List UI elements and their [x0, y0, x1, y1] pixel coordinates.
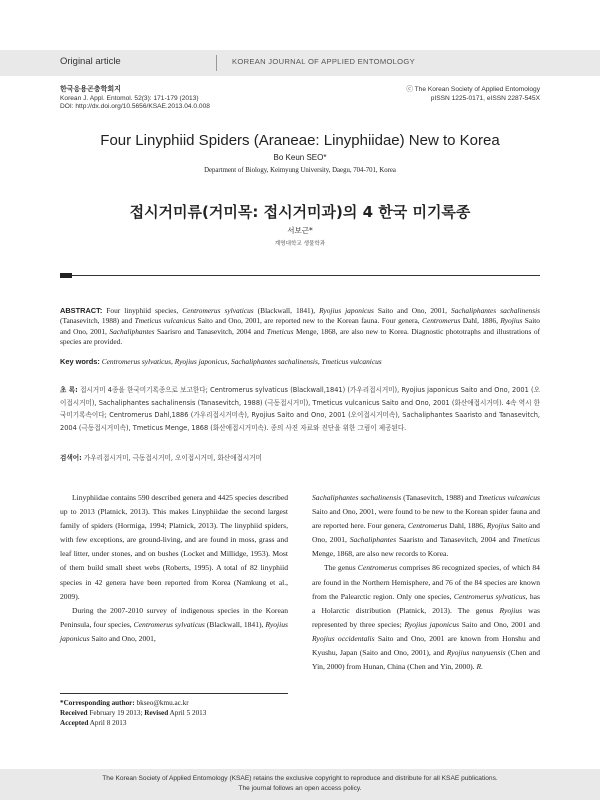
- abstract-text: Menge, 1868, are also new to Korea. Diagnostic phototraphs and illustrations of species are provided.: [60, 326, 540, 347]
- abstract-text: (Blackwall, 1841),: [253, 306, 320, 315]
- body-text: (Tanasevitch, 1988) and: [401, 493, 479, 502]
- body-text: Saaristo and Tanasevitch, 2004 and: [396, 535, 513, 545]
- citation-block: [60, 86, 210, 112]
- paragraph: [312, 561, 540, 674]
- footer-access-policy: The journal follows an open access policy.: [238, 785, 362, 792]
- section-divider: [60, 275, 540, 276]
- journal-name: KOREAN JOURNAL OF APPLIED ENTOMOLOGY: [232, 57, 415, 66]
- body-column-left: [60, 491, 288, 646]
- body-text: The genus: [324, 563, 358, 573]
- body-text: was represented by three species;: [312, 605, 540, 629]
- korean-abstract-label: 초 록:: [60, 386, 78, 394]
- body-text: Saito and Ono, 2001 are known from Honshu and Kyushu, Japan (Saito and Ono, 2001), and: [312, 633, 541, 658]
- body-text: Saito and Ono, 2001,: [89, 633, 156, 643]
- divider-block: [60, 273, 72, 278]
- footnote-label: Received: [60, 709, 88, 717]
- author-english: Bo Keun SEO*: [273, 153, 327, 162]
- footer-copyright: The Korean Society of Applied Entomology (KSAE) retains the exclusive copyright to reproduce and distribute for all KSAE publications.: [102, 775, 498, 782]
- doi-link[interactable]: DOI: http://dx.doi.org/10.5656/KSAE.2013.04.0.008: [60, 103, 210, 110]
- footnote-label: *Corresponding author:: [60, 699, 135, 707]
- abstract-text: Saito and Ono, 2001,: [60, 316, 541, 336]
- author-korean: 서보근*: [287, 226, 313, 235]
- header-divider: [216, 55, 217, 71]
- body-column-right: [312, 491, 540, 674]
- keywords-list: Centromerus sylvaticus, Ryojius japonicus, Sachaliphantes sachalinensis, Tmeticus vulcanicus: [99, 357, 382, 366]
- genus-name: Sachaliphantes: [109, 326, 155, 336]
- body-text: (Blackwall, 1841),: [204, 619, 266, 629]
- paragraph: Linyphiidae contains 590 described genera and 4425 species described up to 2013 (Platnick, 2013). This makes Linyphiidae the second largest family of spiders (Hormiga, 1994; Platnick, 2013). The linyphiid spiders, with few exceptions, are ground-living, and are found in moss, grass and leaf litter, under stones, and on bushes (Locket and Millidge, 1953). Most of them build small sheet webs (Roberts, 1995). A total of 82 linyphiid species in 42 genera have been reported from Korea (Namkung et al., 2009).: [60, 493, 288, 601]
- abstract-text: (Tanasevitch, 1988) and: [60, 316, 135, 326]
- header-bar: [0, 50, 600, 76]
- abstract-label: ABSTRACT:: [60, 306, 103, 315]
- title-korean: 접시거미류(거미목: 접시거미과)의 4 한국 미기록종: [129, 203, 471, 221]
- article-type: Original article: [60, 56, 121, 67]
- affiliation-english: Department of Biology, Keimyung University, Daegu, 704-701, Korea: [204, 167, 396, 174]
- genus-name: Tmeticus: [512, 535, 541, 545]
- korean-journal-name: 한국응용곤충학회지: [60, 86, 121, 93]
- footnote-label: Revised: [144, 709, 169, 717]
- species-name: Ryojius nanyuensis: [446, 648, 506, 658]
- body-text: Menge, 1868, are also new records to Korea.: [312, 549, 449, 559]
- footnote: [60, 693, 288, 728]
- genus-name: Centromerus: [357, 563, 398, 573]
- citation: Korean J. Appl. Entomol. 52(3): 171-179 (2013): [60, 94, 199, 102]
- korean-abstract-text: 접시거미 4종을 한국미기록종으로 보고한다; Centromerus sylvaticus (Blackwall,1841) (가우리접시거미), Ryojius japonicus Saito and Ono, 2001 (오이접시거미), Sachaliphantes sachalinensis (Tanasevitch, 1988) (극동접시거미), Tmeticus vulcanicus Saito and Ono, 2001 (화산애접시거미). 4속 역시 한국미기록속이다; Centromerus Dahl,1886 (가우리접시거미속), Ryojius Saito and Ono, 2001 (오이접시거미속), Sachaliphantes Saaristo and Tanasevitch, 2004 (극동접시거미속), Tmeticus Menge, 1868 (화산애접시거미속). 종의 사진 자료와 진단을 위한 그림이 제공된다.: [60, 386, 541, 432]
- species-name: Tmeticus vulcanicus: [134, 316, 196, 326]
- body-text: (Chen and Yin, 2000) from Hunan, China (Chen and Yin, 2000).: [312, 648, 541, 672]
- abstract-text: Dahl, 1886,: [460, 316, 501, 326]
- genus-name: Ryojius: [500, 316, 523, 326]
- species-name: Sachaliphantes sachalinensis: [451, 306, 541, 315]
- body-text: Saito and Ono, 2001 and: [459, 619, 540, 629]
- abstract-text: Saito and Ono, 2001,: [373, 306, 452, 315]
- species-name: Ryojius japonicus: [319, 306, 374, 315]
- abstract: [60, 306, 540, 348]
- abstract-text: Saito and Ono, 2001, are reported new to the Korean fauna. Four genera,: [195, 316, 423, 326]
- korean-keywords-label: 검색어:: [60, 454, 82, 462]
- body-text: , has a Holarctic distribution (Platnick, 2013). The genus: [312, 591, 541, 615]
- korean-keywords-list: 가우리접시거미, 극동접시거미, 오이접시거미, 화산애접시거미: [81, 454, 263, 462]
- species-name: Sachaliphantes sachalinensis: [312, 493, 402, 502]
- abstract-text: Four linyphiid species,: [102, 306, 183, 315]
- footnote-label: Accepted: [60, 719, 89, 727]
- footer-bar: [0, 769, 600, 800]
- species-name: Centromerus sylvaticus: [182, 306, 254, 315]
- copyright-notice: ⓒ The Korean Society of Applied Entomology: [406, 86, 540, 93]
- body-text: During the 2007-2010 survey of indigenous species in the Korean Peninsula, four species,: [60, 605, 288, 629]
- copyright-block: [406, 86, 540, 103]
- body-text: comprises 86 recognized species, of which 84 are found in the Northern Hemisphere, and 76 of the 84 species are known from the Palearctic region. Only one species,: [312, 563, 540, 601]
- genus-name: Centromerus: [407, 521, 448, 531]
- paragraph: [312, 491, 540, 561]
- korean-keywords: [60, 453, 540, 463]
- body-text: Saito and Ono, 2001, were found to be new to the Korean spider fauna and are reported here. Four genera,: [312, 507, 540, 531]
- keywords-label: Key words:: [60, 357, 100, 366]
- species-name: Tmeticus vulcanicus: [478, 493, 540, 502]
- species-name: Centromerus sylvaticus: [133, 619, 205, 629]
- genus-name: Sachaliphantes: [349, 535, 397, 545]
- issn: pISSN 1225-0171, eISSN 2287-545X: [430, 94, 540, 102]
- email-link[interactable]: bkseo@kmu.ac.kr: [134, 699, 189, 707]
- genus-name: Ryojius: [499, 605, 523, 615]
- title-english: Four Linyphiid Spiders (Araneae: Linyphiidae) New to Korea: [100, 132, 500, 149]
- footnote-value: February 19 2013;: [87, 709, 145, 717]
- body-text: Dahl, 1886,: [447, 521, 487, 531]
- paragraph: [60, 604, 288, 646]
- keywords: [60, 357, 540, 367]
- affiliation-korean: 계명대학교 생물학과: [274, 241, 326, 247]
- received-dates: [60, 708, 288, 718]
- footnote-value: April 8 2013: [88, 719, 127, 727]
- footnote-value: April 5 2013: [168, 709, 207, 717]
- species-name: Centromerus sylvaticus: [453, 591, 526, 601]
- body-text: Saito and Ono, 2001,: [312, 521, 540, 545]
- species-name: Ryojius japonicus: [404, 619, 460, 629]
- species-name: Ryojius japonicus: [60, 619, 288, 643]
- genus-name: Ryojius: [486, 521, 510, 531]
- species-name: Ryojius occidentalis: [312, 633, 375, 643]
- accepted-date: [60, 718, 288, 728]
- korean-abstract: [60, 384, 540, 434]
- genus-name: Centromerus: [422, 316, 461, 326]
- genus-abbreviation: R.: [476, 662, 483, 672]
- genus-name: Tmeticus: [266, 326, 294, 336]
- abstract-text: Saarisro and Tanasevitch, 2004 and: [154, 326, 267, 336]
- corresponding-author: [60, 698, 288, 708]
